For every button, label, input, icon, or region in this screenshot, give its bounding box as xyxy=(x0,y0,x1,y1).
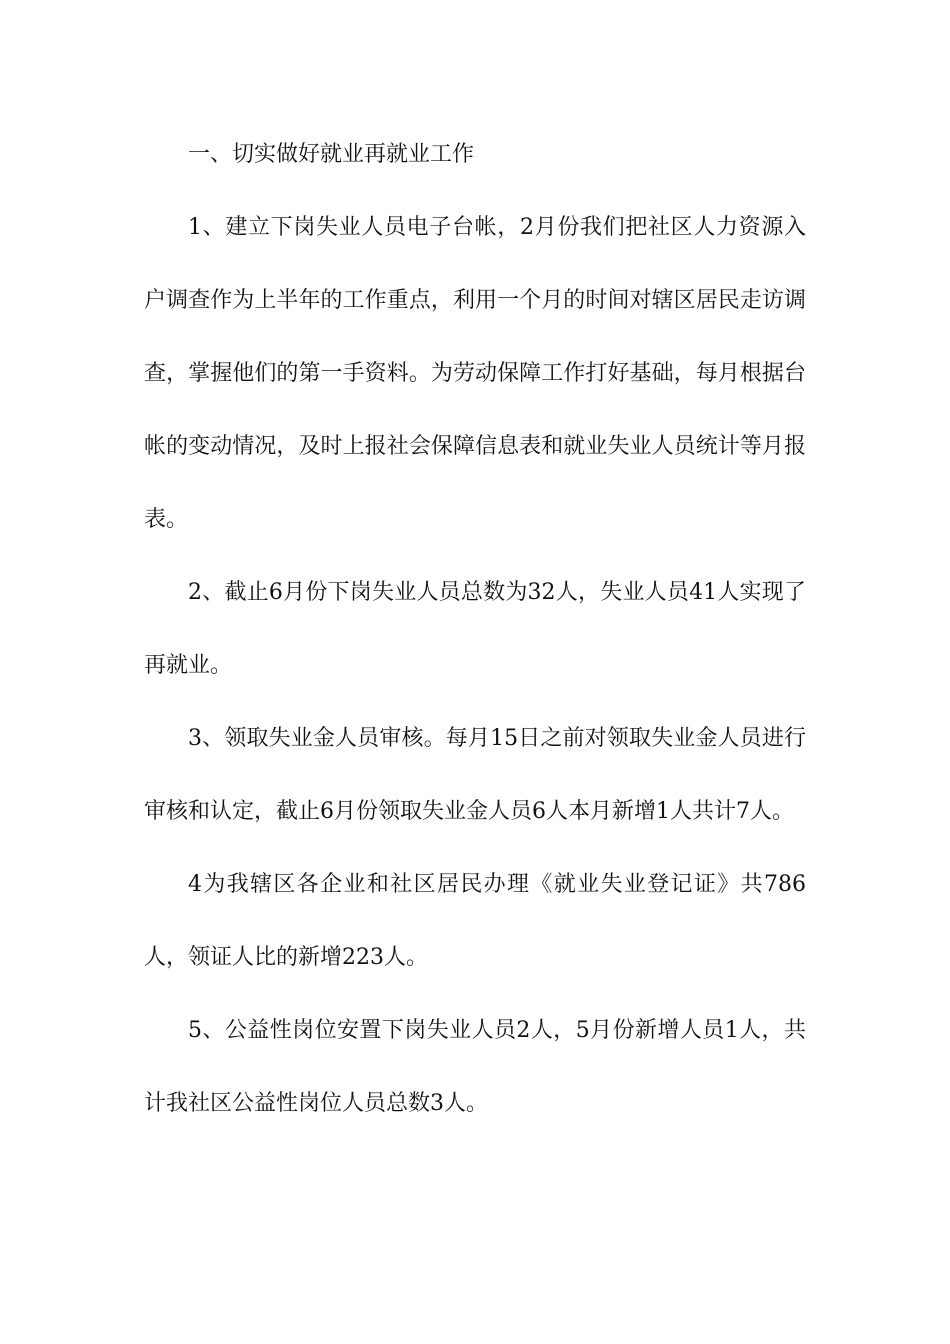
paragraph-3: 3、领取失业金人员审核。每月15日之前对领取失业金人员进行审核和认定，截止6月份领取失业金人员6人本月新增1人共计7人。 xyxy=(144,726,806,824)
paragraph-1: 1、建立下岗失业人员电子台帐，2月份我们把社区人力资源入户调查作为上半年的工作重点，利用一个月的时间对辖区居民走访调查，掌握他们的第一手资料。为劳动保障工作打好基础，每月根据台帐的变动情况，及时上报社会保障信息表和就业失业人员统计等月报表。 xyxy=(144,215,806,532)
document-body xyxy=(144,118,806,1140)
paragraph-4: 4为我辖区各企业和社区居民办理《就业失业登记证》共786人，领证人比的新增223人。 xyxy=(144,872,806,970)
section-heading: 一、切实做好就业再就业工作 xyxy=(188,142,475,167)
paragraph-5: 5、公益性岗位安置下岗失业人员2人，5月份新增人员1人，共计我社区公益性岗位人员总数3人。 xyxy=(144,1018,806,1116)
paragraph-2: 2、截止6月份下岗失业人员总数为32人，失业人员41人实现了再就业。 xyxy=(144,580,806,678)
